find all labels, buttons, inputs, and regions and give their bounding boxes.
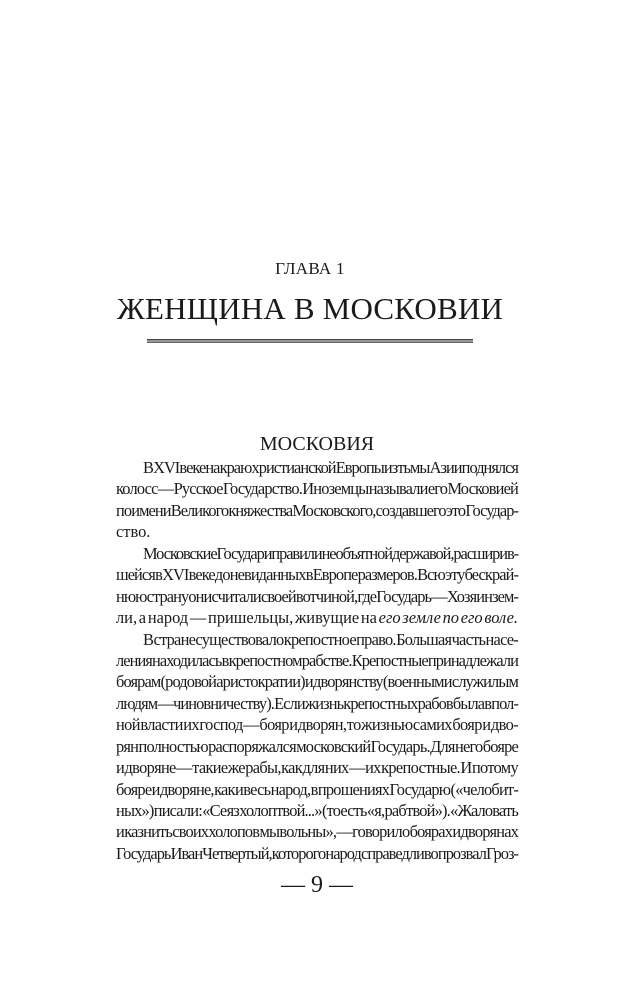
text-run: рян полностью распоряжался московский Государь. Для него бояре (116, 736, 519, 756)
text-run: по имени Великого княжества Московского, создавшего это Государ- (116, 500, 518, 520)
chapter-label: ГЛАВА 1 (275, 259, 345, 278)
chapter-title: ЖЕНЩИНА В МОСКОВИИ (116, 291, 504, 326)
text-line-content (116, 521, 150, 542)
text-line-content (116, 607, 518, 628)
text-line-content (143, 629, 518, 650)
text-line-content (116, 500, 518, 521)
text-run: людям — чиновничеству). Если жизнь крепостных рабов была в пол- (116, 693, 518, 713)
text-line (116, 650, 518, 671)
text-run: ной власти их господ — бояр и дворян, то жизнью самих бояр и дво- (116, 715, 518, 735)
text-line (116, 564, 518, 585)
text-line-content (116, 779, 518, 800)
page-number: — 9 — (281, 872, 353, 898)
text-run: В стране существовало крепостное право. Большая часть насе- (143, 629, 518, 649)
text-line-content (116, 586, 518, 607)
text-line-content (116, 736, 518, 757)
text-run: ления находилась в крепостном рабстве. Крепостные принадлежали (116, 650, 518, 670)
text-line-content (116, 843, 518, 864)
text-line (116, 693, 518, 714)
text-run: ство. (116, 522, 151, 542)
title-double-rule (147, 339, 473, 343)
text-line-content (143, 543, 518, 564)
text-line (116, 629, 518, 650)
text-line (116, 478, 518, 499)
text-line (116, 543, 518, 564)
text-line-content (143, 457, 518, 478)
text-line (116, 521, 518, 542)
text-line (116, 800, 518, 821)
text-line (116, 779, 518, 800)
text-line (116, 714, 518, 735)
text-run: ных») писали: «Се яз холоп твой...» (то есть «я, раб твой»). «Жаловать (116, 801, 518, 820)
text-line-content (116, 821, 518, 842)
text-run: нюю страну они считали своей вотчиной, где Государь — Хозяин зем- (116, 586, 518, 606)
text-line-content (116, 564, 518, 585)
body-text (116, 457, 518, 864)
text-run: В XVI веке на краю христианской Европы из тьмы Азии поднялся (143, 458, 518, 477)
text-line (116, 607, 518, 628)
text-line-content (116, 714, 518, 735)
text-line (116, 736, 518, 757)
text-run: и казнить своих холопов мы вольны», — говорил о боярах и дворянах (116, 822, 518, 842)
section-title: МОСКОВИЯ (259, 433, 375, 455)
text-line (116, 500, 518, 521)
text-line (116, 457, 518, 478)
text-run: и дворяне — такие же рабы, как для них — их крепостные. И потому (116, 758, 518, 778)
text-line-content (116, 671, 518, 692)
text-line-content (116, 650, 518, 671)
text-line-content (116, 693, 518, 714)
text-run: шейся в XVI веке до невиданных в Европе размеров. Всю эту бескрай- (116, 565, 518, 585)
text-line-content (116, 757, 518, 778)
text-run: колосс — Русское Государство. Иноземцы называли его Московией (116, 479, 518, 499)
text-line-content (116, 478, 518, 499)
text-run: ли, а народ — пришельцы, живущие на (116, 608, 379, 628)
text-run: Государь Иван Четвертый, которого народ справедливо прозвал Гроз- (116, 843, 518, 863)
text-line (116, 671, 518, 692)
text-line (116, 843, 518, 864)
text-line (116, 757, 518, 778)
text-line (116, 821, 518, 842)
text-run: Московские Государи правили необъятной державой, расширив- (143, 543, 518, 563)
text-line-content (116, 800, 518, 821)
text-run: боярам (родовой аристократии) и дворянству (военным и служилым (116, 672, 518, 692)
text-line (116, 586, 518, 607)
text-run: бояре и дворяне, как и весь народ, в прошениях Государю («челобит- (116, 779, 518, 799)
italic-text-run: его земле по его воле. (378, 608, 518, 628)
